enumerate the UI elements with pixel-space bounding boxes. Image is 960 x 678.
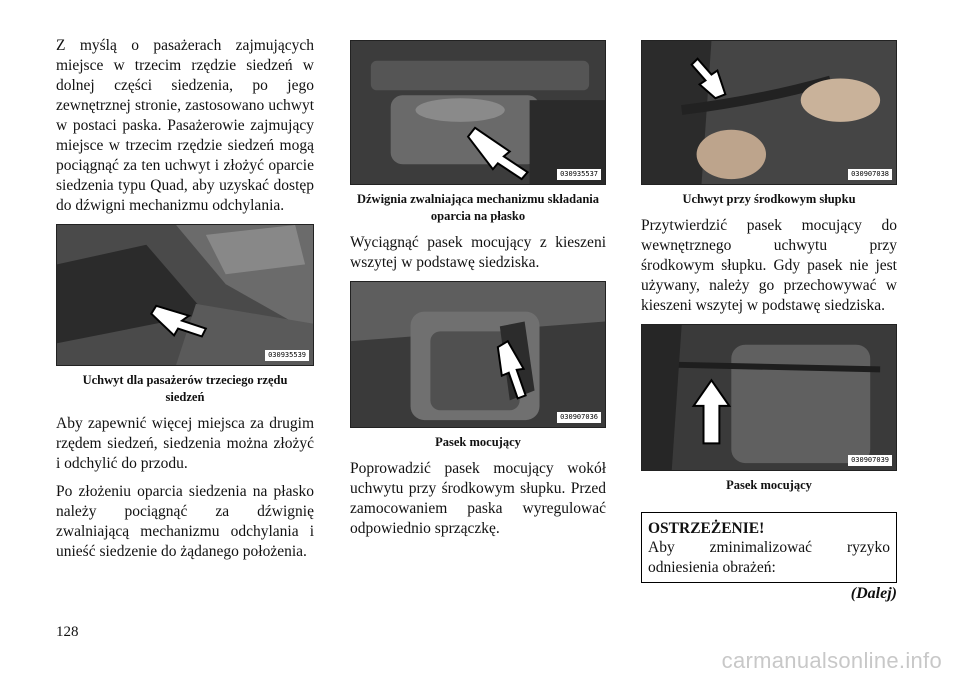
figure-code: 030907038 (848, 169, 892, 180)
figure-photo-tether-strap (350, 281, 606, 428)
watermark-url: carmanualsonline.info (721, 648, 942, 673)
column-middle (350, 40, 606, 547)
body-paragraph: Wyciągnąć pasek mocujący z kieszeni wszytej w podstawę siedziska. (350, 234, 606, 271)
figure-code: 030907036 (557, 412, 601, 423)
figure-photo-third-row-strap (56, 224, 314, 366)
figure-caption: Uchwyt dla pasażerów trzeciego rzędu siedzeń (82, 373, 288, 404)
photo-illustration (351, 41, 605, 184)
figure-photo-b-pillar-anchor (641, 40, 897, 185)
column-left (56, 36, 314, 570)
photo-illustration (642, 41, 896, 184)
column-right (641, 40, 897, 603)
warning-box (641, 512, 897, 583)
figure-caption: Pasek mocujący (726, 478, 812, 492)
figure-photo-fold-flat-lever (350, 40, 606, 185)
figure-photo-tether-strap-secured (641, 324, 897, 471)
figure-code: 030935539 (265, 350, 309, 361)
photo-illustration (642, 325, 896, 470)
page-number: 128 (56, 624, 79, 640)
warning-title: OSTRZEŻENIE! (648, 520, 765, 537)
figure-code: 030935537 (557, 169, 601, 180)
figure-caption: Dźwignia zwalniająca mechanizmu składania oparcia na płasko (356, 192, 600, 223)
warning-text: Aby zminimalizować ryzyko odniesienia obrażeń: (648, 539, 890, 576)
body-paragraph: Z myślą o pasażerach zajmujących miejsce w trzecim rzędzie siedzeń w dolnej części siedzenia, po jego zewnętrznej stronie, zastosowano uchwyt w postaci paska. Pasażerowie zajmujący miejsce w trzecim rzędzie siedzeń mogą pociągnąć za ten uchwyt i złożyć oparcie siedzenia typu Quad, aby uzyskać dostęp do dźwigni mechanizmu odchylania. (56, 37, 314, 214)
body-paragraph: Przytwierdzić pasek mocujący do wewnętrznego uchwytu przy środkowym słupku. Gdy pasek nie jest używany, należy go przechowywać w kieszeni wszytej w podstawę siedziska. (641, 217, 897, 314)
figure-caption: Pasek mocujący (435, 435, 521, 449)
photo-illustration (351, 282, 605, 427)
photo-illustration (57, 225, 313, 365)
figure-code: 030907039 (848, 455, 892, 466)
body-paragraph: Aby zapewnić więcej miejsca za drugim rzędem siedzeń, siedzenia można złożyć i odchylić do przodu. (56, 415, 314, 472)
body-paragraph: Po złożeniu oparcia siedzenia na płasko należy pociągnąć za dźwignię zwalniającą mechanizmu odchylania i unieść siedzenie do żądanego położenia. (56, 483, 314, 560)
continued-label: (Dalej) (850, 585, 897, 602)
body-paragraph: Poprowadzić pasek mocujący wokół uchwytu przy środkowym słupku. Przed zamocowaniem paska wyregulować odpowiednio sprzączkę. (350, 460, 606, 537)
figure-caption: Uchwyt przy środkowym słupku (682, 192, 856, 206)
